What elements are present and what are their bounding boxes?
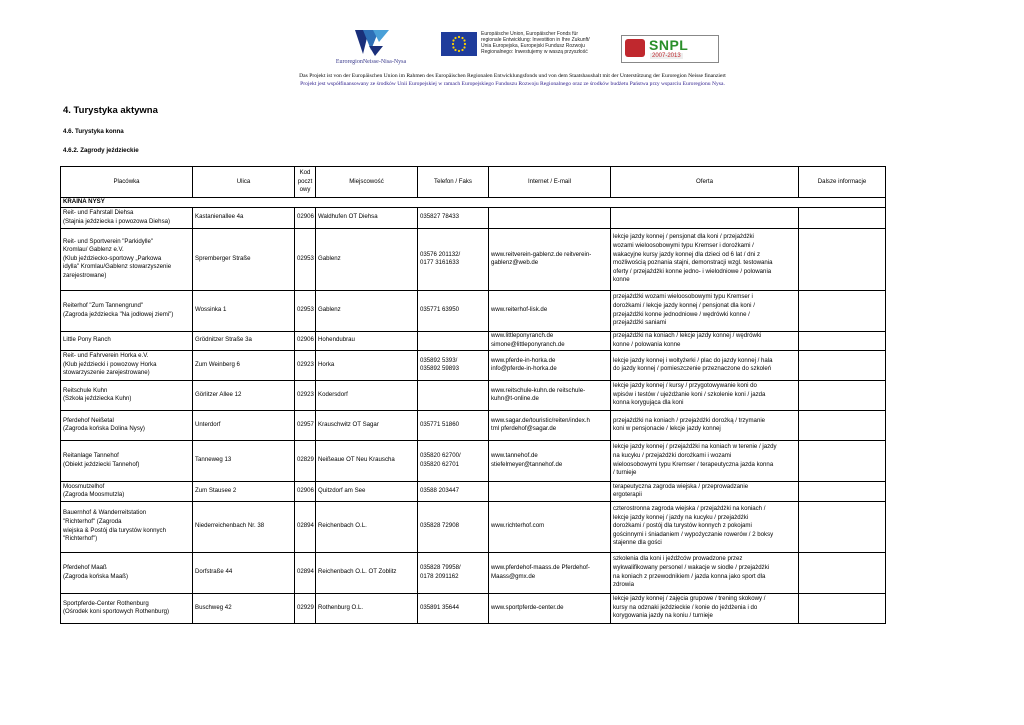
table-row bbox=[61, 481, 886, 501]
cell-line: stiefelmeyer@tannehof.de bbox=[491, 460, 563, 468]
cell-ulica: Kastanienallee 4a bbox=[193, 207, 295, 228]
euroregion-logo bbox=[330, 28, 412, 70]
cell-dalsze bbox=[799, 290, 886, 331]
cell-telefon bbox=[418, 440, 489, 481]
column-header-kod: Kod poczt owy bbox=[295, 167, 316, 198]
cell-miejscowosc: Neißeaue OT Neu Krauscha bbox=[316, 440, 418, 481]
section-heading: 4. Turystyka aktywna bbox=[63, 105, 158, 116]
cell-dalsze bbox=[799, 380, 886, 410]
cell-placowka bbox=[61, 350, 193, 380]
cell-kod: 02906 bbox=[295, 207, 316, 228]
cell-line: (Stajnia jeździecka i powozowa Diehsa) bbox=[63, 217, 171, 225]
cell-oferta bbox=[611, 593, 799, 623]
table-row bbox=[61, 501, 886, 552]
cell-dalsze bbox=[799, 593, 886, 623]
cell-telefon bbox=[418, 228, 489, 290]
cell-internet bbox=[489, 410, 611, 440]
cell-line: (Obiekt jeździecki Tannehof) bbox=[63, 460, 140, 468]
cell-line: Reit- und Fahrverein Horka e.V. bbox=[63, 352, 149, 360]
cell-oferta bbox=[611, 207, 799, 228]
cell-line: wakacyjne kursy jazdy konnej dla dzieci od 6 lat / dni z bbox=[613, 250, 761, 258]
cell-dalsze bbox=[799, 552, 886, 593]
cell-line: stowarzyszenie zarejestrowane) bbox=[63, 369, 150, 377]
cell-line: www.pferde-in-horka.de bbox=[491, 356, 556, 364]
column-header-telefon: Telefon / Faks bbox=[418, 167, 489, 198]
cell-line: 035828 72908 bbox=[420, 522, 459, 530]
cell-line: www.reitschule-kuhn.de reitschule- bbox=[491, 386, 586, 394]
cell-line: 03588 203447 bbox=[420, 486, 459, 494]
cell-ulica: Spremberger Straße bbox=[193, 228, 295, 290]
cell-dalsze bbox=[799, 410, 886, 440]
cell-line: wieloosobowymi typu Kremser / terapeutyczna jazda konna bbox=[613, 460, 774, 468]
cell-dalsze bbox=[799, 440, 886, 481]
euroregion-caption: EuroregionNeisse-Nisa-Nysa bbox=[335, 59, 407, 65]
cell-line: Pferdehof Maaß bbox=[63, 564, 107, 571]
cell-miejscowosc: Kodersdorf bbox=[316, 380, 418, 410]
cell-miejscowosc: Reichenbach O.L. OT Zoblitz bbox=[316, 552, 418, 593]
cell-line: lekcje jazdy konnej / zajęcia grupowe / trening skokowy / bbox=[613, 595, 766, 603]
cell-line: wpisów i testów / ujeżdżanie koni / szkolenie koni / jazda bbox=[613, 390, 766, 398]
cell-kod: 02953 bbox=[295, 228, 316, 290]
cell-miejscowosc: Gablenz bbox=[316, 228, 418, 290]
cell-line: Kromlau/ Gablenz e.V. bbox=[63, 246, 124, 254]
cell-line: koni w pensjonacie / lekcje jazdy konnej bbox=[613, 425, 721, 433]
cell-line: 035771 63950 bbox=[420, 306, 459, 314]
cell-placowka bbox=[61, 552, 193, 593]
cell-line: info@pferde-in-horka.de bbox=[491, 365, 557, 373]
cell-kod: 02957 bbox=[295, 410, 316, 440]
cell-line: www.richterhof.com bbox=[491, 522, 545, 530]
cell-internet bbox=[489, 501, 611, 552]
cell-line: na koniach z przewodnikiem / jazda konna jako sport dla bbox=[613, 572, 766, 580]
cell-line: 035892 59893 bbox=[420, 365, 459, 373]
cell-line: (Zagroda Moosmutzla) bbox=[63, 491, 125, 499]
snpl-mark-icon bbox=[625, 39, 645, 57]
cell-miejscowosc: Krauschwitz OT Sagar bbox=[316, 410, 418, 440]
cell-miejscowosc: Reichenbach O.L. bbox=[316, 501, 418, 552]
cell-placowka bbox=[61, 481, 193, 501]
cell-line: www.sagar.de/touristic/reiten/index.h bbox=[491, 416, 590, 424]
cell-line: kuhn@t-online.de bbox=[491, 395, 539, 403]
table-row bbox=[61, 440, 886, 481]
cell-line: www.reiterhof-lisk.de bbox=[491, 306, 548, 314]
cell-line: zarejestrowane) bbox=[63, 271, 107, 279]
cell-ulica: Dorfstraße 44 bbox=[193, 552, 295, 593]
cell-oferta bbox=[611, 501, 799, 552]
cell-line: "Richterhof") bbox=[63, 535, 98, 543]
table-row bbox=[61, 331, 886, 350]
cell-telefon bbox=[418, 593, 489, 623]
cell-kod: 02894 bbox=[295, 501, 316, 552]
cell-placowka bbox=[61, 501, 193, 552]
cell-placowka bbox=[61, 593, 193, 623]
column-header-miejscowosc: Miejscowość bbox=[316, 167, 418, 198]
region-row bbox=[61, 198, 886, 208]
cell-telefon bbox=[418, 207, 489, 228]
cell-line: lekcje jazdy konnej / jazdy na kucyku / przejażdżki bbox=[613, 513, 749, 521]
cell-kod: 02906 bbox=[295, 481, 316, 501]
cell-line: Sportpferde-Center Rothenburg bbox=[63, 599, 149, 607]
euroregion-emblem-icon bbox=[349, 28, 393, 58]
cell-dalsze bbox=[799, 481, 886, 501]
cell-line: przejażdżki na koniach / lekcje jazdy konnej / wędrówki bbox=[613, 332, 762, 339]
cell-internet bbox=[489, 440, 611, 481]
cell-line: kursy na odznaki jeździeckie / konie do jeżdżenia i do bbox=[613, 603, 758, 611]
table-row bbox=[61, 350, 886, 380]
cell-line: Maass@gmx.de bbox=[491, 572, 536, 580]
cell-line: (Klub jeździecko-sportowy „Parkowa bbox=[63, 254, 162, 262]
cell-oferta bbox=[611, 440, 799, 481]
cell-telefon bbox=[418, 380, 489, 410]
funding-note-de: Das Projekt ist von der Europäischen Union im Rahmen des Europäischen Regionalen Entwicklungsfonds und von dem Staatshaushalt mit der Unterstützung der Euroregion Neisse finanziert bbox=[299, 73, 726, 79]
eu-flag-icon bbox=[441, 32, 477, 56]
cell-line: Reitschule Kuhn bbox=[63, 386, 108, 394]
cell-line: idylla" Kromlau/Gablenz stowarzyszenie bbox=[63, 263, 172, 271]
cell-line: (Zagroda końska Dolina Nysy) bbox=[63, 425, 145, 433]
cell-line: zdrowia bbox=[613, 581, 634, 589]
cell-line: stajenne dla gości bbox=[613, 539, 662, 547]
cell-line: 035771 51860 bbox=[420, 420, 459, 428]
cell-placowka bbox=[61, 207, 193, 228]
cell-line: 0177 3161633 bbox=[420, 259, 459, 267]
cell-oferta bbox=[611, 380, 799, 410]
cell-line: (Zagroda jeździecka "Na jodłowej ziemi") bbox=[63, 310, 174, 318]
cell-internet bbox=[489, 552, 611, 593]
snpl-logo bbox=[621, 35, 719, 63]
cell-line: simone@littleponyranch.de bbox=[491, 340, 565, 348]
cell-line: tml pferdehof@sagar.de bbox=[491, 425, 557, 433]
cell-line: lekcje jazdy konnej / przejażdżki na koniach w terenie / jazdy bbox=[613, 443, 777, 451]
cell-oferta bbox=[611, 350, 799, 380]
cell-line: przejażdżki saniami bbox=[613, 319, 667, 327]
funding-note-pl: Projekt jest współfinansowany ze środków Unii Europejskiej w ramach Europejskiego Funduszu Rozwoju Regionalnego oraz ze środków budżetu Państwa przy wsparciu Euroregionu Nysa. bbox=[300, 81, 725, 87]
cell-line: lekcje jazdy konnej / pensjonat dla koni / przejażdżki bbox=[613, 233, 754, 241]
cell-ulica: Görlitzer Allee 12 bbox=[193, 380, 295, 410]
cell-kod: 02929 bbox=[295, 593, 316, 623]
cell-line: terapeutyczna zagroda wiejska / przeprowadzanie bbox=[613, 482, 749, 490]
cell-ulica: Wossinka 1 bbox=[193, 290, 295, 331]
cell-line: ergoterapii bbox=[613, 491, 642, 499]
cell-line: wozami wieloosobowymi typu Kremser i dorożkami / bbox=[613, 241, 754, 249]
cell-dalsze bbox=[799, 228, 886, 290]
table-row bbox=[61, 228, 886, 290]
cell-ulica: Zum Stausee 2 bbox=[193, 481, 295, 501]
cell-miejscowosc: Quitzdorf am See bbox=[316, 481, 418, 501]
cell-line: Little Pony Ranch bbox=[63, 336, 111, 344]
cell-line: www.reitverein-gablenz.de reitverein- bbox=[491, 250, 592, 258]
cell-internet bbox=[489, 290, 611, 331]
column-header-dalsze: Dalsze informacje bbox=[799, 167, 886, 198]
cell-dalsze bbox=[799, 350, 886, 380]
funding-note bbox=[160, 72, 865, 88]
cell-ulica: Grödnitzer Straße 3a bbox=[193, 331, 295, 350]
cell-placowka bbox=[61, 440, 193, 481]
cell-line: wykwalifikowany personel / wakacje w siodle / przejażdżki bbox=[613, 564, 770, 571]
cell-line: (Ośrodek koni sportowych Rothenburg) bbox=[63, 608, 170, 616]
cell-telefon bbox=[418, 290, 489, 331]
cell-oferta bbox=[611, 228, 799, 290]
table-row bbox=[61, 290, 886, 331]
snpl-years: 2007-2013 bbox=[652, 53, 681, 59]
cell-internet bbox=[489, 207, 611, 228]
logo-bar bbox=[0, 28, 1024, 70]
cell-oferta bbox=[611, 410, 799, 440]
cell-kod: 02829 bbox=[295, 440, 316, 481]
cell-internet bbox=[489, 481, 611, 501]
cell-line: do jazdy konnej / pomieszczenie przeznaczone do szkoleń bbox=[613, 365, 772, 373]
cell-miejscowosc: Waldhufen OT Diehsa bbox=[316, 207, 418, 228]
cell-line: wiejska & Postój dla turystów konnych bbox=[63, 526, 166, 534]
cell-line: 0178 2091162 bbox=[420, 572, 459, 580]
cell-line: www.sportpferde-center.de bbox=[491, 603, 564, 611]
cell-kod: 02953 bbox=[295, 290, 316, 331]
cell-line: dorożkami / postój dla turystów konnych z pokojami bbox=[613, 522, 752, 530]
cell-line: konna korygująca dla koni bbox=[613, 399, 684, 407]
cell-line: (Szkoła jeździecka Kuhn) bbox=[63, 395, 132, 403]
cell-miejscowosc: Rothenburg O.L. bbox=[316, 593, 418, 623]
subsubsection-heading: 4.6.2. Zagrody jeździeckie bbox=[63, 147, 139, 154]
cell-telefon bbox=[418, 552, 489, 593]
snpl-word: SNPL bbox=[649, 37, 689, 53]
cell-line: przejażdżki konne jednodniowe / wędrówki konne / bbox=[613, 310, 750, 318]
cell-oferta bbox=[611, 290, 799, 331]
cell-telefon bbox=[418, 331, 489, 350]
cell-line: na kucyku / przejażdżki dorożkami i wozami bbox=[613, 452, 732, 459]
cell-line: www.pferdehof-maass.de Pferdehof- bbox=[491, 564, 590, 571]
cell-line: konne / polowania konne bbox=[613, 340, 681, 348]
cell-telefon bbox=[418, 481, 489, 501]
eu-line: Europäische Union, Europäischer Fonds für bbox=[481, 31, 578, 37]
cell-oferta bbox=[611, 331, 799, 350]
cell-telefon bbox=[418, 501, 489, 552]
column-header-oferta: Oferta bbox=[611, 167, 799, 198]
eu-logo bbox=[441, 32, 601, 62]
cell-line: szkolenia dla koni i jeźdźców prowadzone przez bbox=[613, 555, 743, 563]
cell-line: 035820 62701 bbox=[420, 460, 459, 468]
eu-line: regionale Entwicklung: Investition in Ihre Zukunft/ bbox=[481, 37, 590, 43]
cell-line: możliwością poznania stajni, demonstracji wzgl. testowania bbox=[613, 259, 773, 267]
cell-line: www.littleponyranch.de bbox=[491, 332, 554, 339]
cell-line: 035891 35644 bbox=[420, 603, 459, 611]
cell-line: gościnnymi i śniadaniem / wypożyczanie rowerów / 2 boksy bbox=[613, 530, 774, 538]
cell-line: gablenz@web.de bbox=[491, 259, 539, 267]
column-header-ulica: Ulica bbox=[193, 167, 295, 198]
cell-line: korygowania jazdy na koniu / turnieje bbox=[613, 612, 713, 620]
cell-placowka bbox=[61, 380, 193, 410]
cell-line: Pferdehof Neißetal bbox=[63, 416, 114, 424]
cell-line: przejażdżki wozami wieloosobowymi typu Kremser i bbox=[613, 293, 753, 301]
cell-ulica: Unterdorf bbox=[193, 410, 295, 440]
cell-telefon bbox=[418, 350, 489, 380]
cell-line: (Zagroda końska Maaß) bbox=[63, 572, 129, 580]
cell-line: / turnieje bbox=[613, 469, 637, 477]
cell-oferta bbox=[611, 481, 799, 501]
cell-line: 035820 62700/ bbox=[420, 452, 461, 459]
cell-line: Bauernhof & Wanderreitstation bbox=[63, 509, 147, 517]
cell-placowka bbox=[61, 410, 193, 440]
cell-kod: 02923 bbox=[295, 380, 316, 410]
cell-ulica: Tanneweg 13 bbox=[193, 440, 295, 481]
cell-line: konne bbox=[613, 276, 630, 284]
cell-line: Reit- und Sportverein "Parkidylle" bbox=[63, 237, 154, 245]
cell-ulica: Niederreichenbach Nr. 38 bbox=[193, 501, 295, 552]
cell-line: 035892 5393/ bbox=[420, 356, 458, 364]
subsection-heading: 4.6. Turystyka konna bbox=[63, 128, 124, 135]
cell-internet bbox=[489, 331, 611, 350]
cell-placowka bbox=[61, 331, 193, 350]
cell-miejscowosc: Horka bbox=[316, 350, 418, 380]
table-row bbox=[61, 380, 886, 410]
cell-line: Reit- und Fahrstall Diehsa bbox=[63, 209, 134, 216]
cell-dalsze bbox=[799, 501, 886, 552]
cell-placowka bbox=[61, 228, 193, 290]
cell-telefon bbox=[418, 410, 489, 440]
cell-line: 03576 201132/ bbox=[420, 250, 461, 258]
table-row bbox=[61, 552, 886, 593]
table-row bbox=[61, 207, 886, 228]
eu-line: Unia Europejska, Europejski Fundusz Rozwoju bbox=[481, 43, 585, 49]
cell-line: Reitanlage Tannehof bbox=[63, 452, 119, 459]
column-header-internet: Internet / E-mail bbox=[489, 167, 611, 198]
cell-line: 035827 78433 bbox=[420, 213, 459, 221]
stables-table bbox=[60, 166, 886, 624]
cell-line: Reiterhof "Zum Tannengrund" bbox=[63, 302, 144, 309]
cell-line: lekcje jazdy konnej i woltyżerki / plac do jazdy konnej / hala bbox=[613, 356, 773, 364]
cell-line: przejażdżki na koniach / przejażdżki dorożką / trzymanie bbox=[613, 416, 766, 424]
cell-miejscowosc: Hohendubrau bbox=[316, 331, 418, 350]
region-label: KRAINA NYSY bbox=[61, 198, 886, 208]
table-row bbox=[61, 410, 886, 440]
table-header-row bbox=[61, 167, 886, 198]
cell-oferta bbox=[611, 552, 799, 593]
cell-line: czterostronna zagroda wiejska / przejażdżki na koniach / bbox=[613, 505, 766, 513]
cell-line: (Klub jeździecki i powozowy Horka bbox=[63, 360, 157, 368]
cell-placowka bbox=[61, 290, 193, 331]
cell-kod: 02923 bbox=[295, 350, 316, 380]
cell-line: www.tannehof.de bbox=[491, 452, 538, 459]
cell-ulica: Zum Weinberg 6 bbox=[193, 350, 295, 380]
cell-dalsze bbox=[799, 331, 886, 350]
cell-internet bbox=[489, 593, 611, 623]
cell-line: oferty / przejażdżki konne jedno- i wielodniowe / polowania bbox=[613, 267, 772, 275]
cell-line: Moosmutzelhof bbox=[63, 482, 105, 490]
cell-kod: 02906 bbox=[295, 331, 316, 350]
eu-line: Regionalnego: Inwestujemy w waszą przyszłość bbox=[481, 49, 588, 55]
cell-dalsze bbox=[799, 207, 886, 228]
column-header-placowka: Placówka bbox=[61, 167, 193, 198]
cell-kod: 02894 bbox=[295, 552, 316, 593]
cell-line: 035828 79958/ bbox=[420, 564, 461, 571]
table-row bbox=[61, 593, 886, 623]
cell-line: dorożkami / lekcje jazdy konnej / pensjonat dla koni / bbox=[613, 302, 755, 309]
eu-logo-text bbox=[481, 31, 590, 55]
cell-internet bbox=[489, 228, 611, 290]
cell-line: "Richterhof" (Zagroda bbox=[63, 518, 122, 525]
cell-internet bbox=[489, 380, 611, 410]
cell-ulica: Buschweg 42 bbox=[193, 593, 295, 623]
cell-internet bbox=[489, 350, 611, 380]
cell-miejscowosc: Gablenz bbox=[316, 290, 418, 331]
cell-line: lekcje jazdy konnej / kursy / przygotowywanie koni do bbox=[613, 382, 757, 390]
